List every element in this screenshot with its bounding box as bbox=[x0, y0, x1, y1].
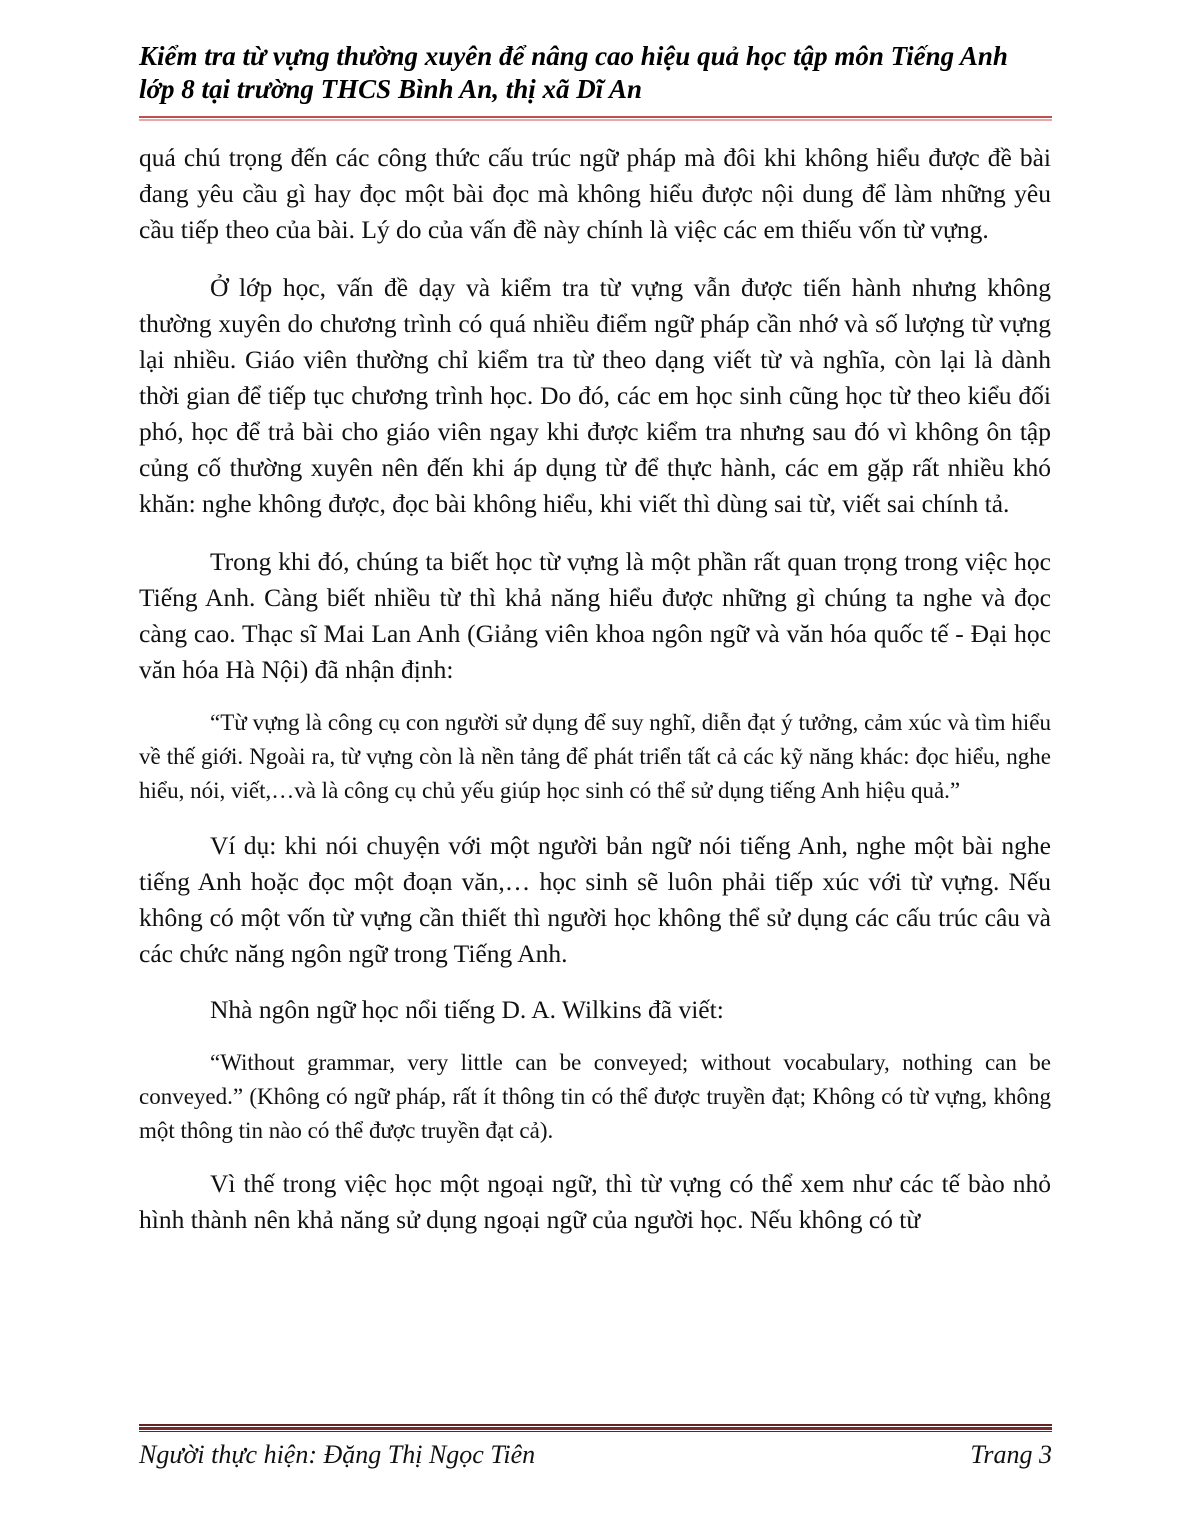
header-divider-shadow bbox=[139, 119, 1052, 121]
quote-mai-lan-anh: “Từ vựng là công cụ con người sử dụng để suy nghĩ, diễn đạt ý tưởng, cảm xúc và tìm hiểu về thế giới. Ngoài ra, từ vựng còn là nền tảng để phát triển tất cả các kỹ năng khác: đọc hiểu, nghe hiểu, nói, viết,…và là công cụ chủ yếu giúp học sinh có thể sử dụng tiếng Anh hiệu quả.” bbox=[139, 710, 1051, 803]
header-title-line-1: Kiểm tra từ vựng thường xuyên để nâng cao hiệu quả học tập môn Tiếng Anh bbox=[139, 41, 1008, 71]
footer-author: Người thực hiện: Đặng Thị Ngọc Tiên bbox=[139, 1440, 536, 1469]
paragraph-6: Vì thế trong việc học một ngoại ngữ, thì từ vựng có thể xem như các tế bào nhỏ hình thành nên khả năng sử dụng ngoại ngữ của người học. Nếu không có từ bbox=[139, 1169, 1051, 1234]
paragraph-1: quá chú trọng đến các công thức cấu trúc ngữ pháp mà đôi khi không hiểu được đề bài đang yêu cầu gì hay đọc một bài đọc mà không hiểu được nội dung để làm những yêu cầu tiếp theo của bài. Lý do của vấn đề này chính là việc các em thiếu vốn từ vựng. bbox=[139, 143, 1051, 244]
quote-wilkins: “Without grammar, very little can be conveyed; without vocabulary, nothing can be conveyed.” (Không có ngữ pháp, rất ít thông tin có thể được truyền đạt; Không có từ vựng, không một thông tin nào có thể được truyền đạt cả). bbox=[139, 1050, 1051, 1143]
header-divider bbox=[139, 116, 1052, 118]
footer-divider-middle bbox=[139, 1427, 1052, 1430]
page-header bbox=[139, 40, 1054, 106]
paragraph-5: Nhà ngôn ngữ học nổi tiếng D. A. Wilkins đã viết: bbox=[210, 995, 724, 1024]
footer-divider-bottom bbox=[139, 1431, 1052, 1432]
header-title-line-2: lớp 8 tại trường THCS Bình An, thị xã Dĩ An bbox=[139, 74, 643, 104]
paragraph-2: Ở lớp học, vấn đề dạy và kiểm tra từ vựng vẫn được tiến hành nhưng không thường xuyên do chương trình có quá nhiều điểm ngữ pháp cần nhớ và số lượng từ vựng lại nhiều. Giáo viên thường chỉ kiểm tra từ theo dạng viết từ và nghĩa, còn lại là dành thời gian để tiếp tục chương trình học. Do đó, các em học sinh cũng học từ theo kiểu đối phó, học để trả bài cho giáo viên ngay khi được kiểm tra nhưng sau đó vì không ôn tập củng cố thường xuyên nên đến khi áp dụng từ để thực hành, các em gặp rất nhiều khó khăn: nghe không được, đọc bài không hiểu, khi viết thì dùng sai từ, viết sai chính tả. bbox=[139, 273, 1051, 518]
paragraph-4: Ví dụ: khi nói chuyện với một người bản ngữ nói tiếng Anh, nghe một bài nghe tiếng Anh hoặc đọc một đoạn văn,… học sinh sẽ luôn phải tiếp xúc với từ vựng. Nếu không có một vốn từ vựng cần thiết thì người học không thể sử dụng các cấu trúc câu và các chức năng ngôn ngữ trong Tiếng Anh. bbox=[139, 831, 1051, 968]
footer-page-number: Trang 3 bbox=[970, 1440, 1052, 1469]
footer-divider-top bbox=[139, 1424, 1052, 1426]
document-body bbox=[139, 140, 1051, 1258]
paragraph-3: Trong khi đó, chúng ta biết học từ vựng là một phần rất quan trọng trong việc học Tiếng Anh. Càng biết nhiều từ thì khả năng hiểu được những gì chúng ta nghe và đọc càng cao. Thạc sĩ Mai Lan Anh (Giảng viên khoa ngôn ngữ và văn hóa quốc tế - Đại học văn hóa Hà Nội) đã nhận định: bbox=[139, 547, 1051, 684]
